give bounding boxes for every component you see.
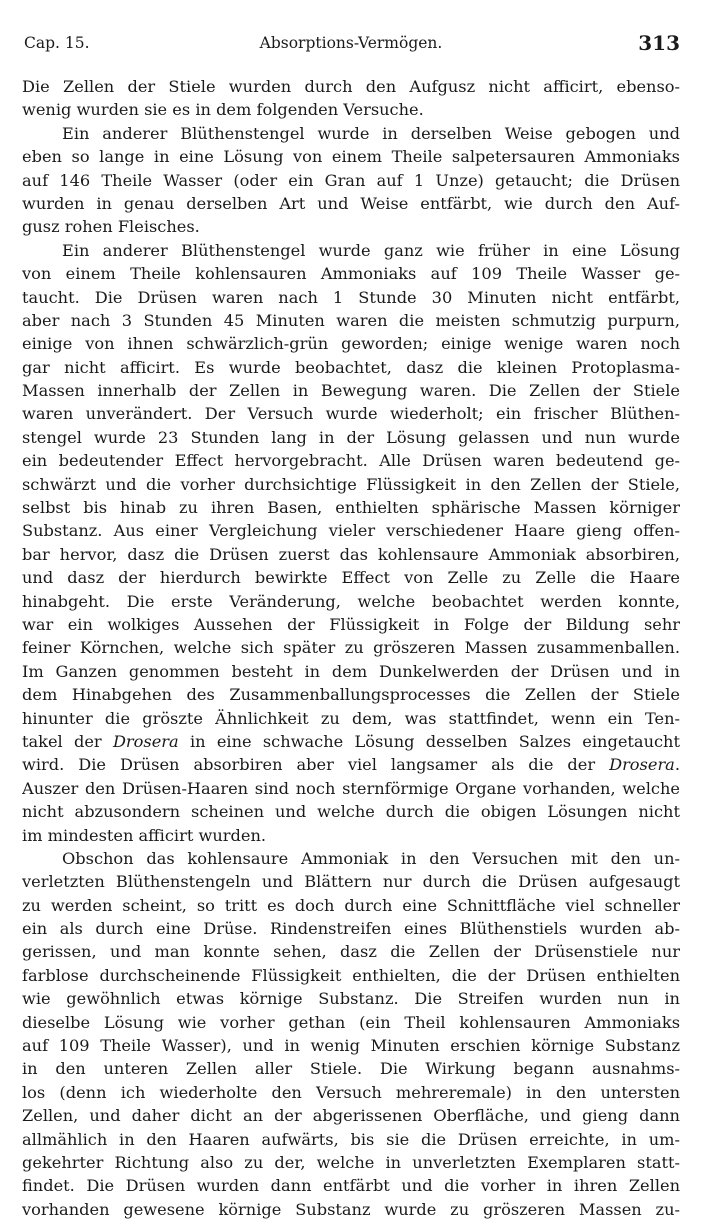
text-line: aber nach 3 Stunden 45 Minuten waren die meisten schmutzig purpurn, bbox=[22, 310, 680, 330]
text-line: war ein wolkiges Aussehen der Flüssigkeit in Folge der Bildung sehr bbox=[22, 614, 680, 634]
text-line: eben so lange in eine Lösung von einem Theile salpetersauren Ammoniaks bbox=[22, 147, 680, 167]
text-line: feiner Körnchen, welche sich später zu gröszeren Massen zusammenballen. bbox=[22, 638, 680, 658]
running-head bbox=[22, 31, 680, 58]
text-line: auf 109 Theile Wasser), und in wenig Minuten erschien körnige Substanz bbox=[22, 1036, 680, 1056]
text-line: Ein anderer Blüthenstengel wurde in derselben Weise gebogen und bbox=[62, 123, 680, 143]
text-line: wie gewöhnlich etwas körnige Substanz. Die Streifen wurden nun in bbox=[22, 989, 680, 1009]
body-text bbox=[22, 75, 680, 1221]
text-line: los (denn ich wiederholte den Versuch mehreremale) in den untersten bbox=[22, 1082, 680, 1102]
chapter-label: Cap. 15. bbox=[24, 34, 90, 52]
text-line: Ein anderer Blüthenstengel wurde ganz wie früher in eine Lösung bbox=[62, 240, 680, 260]
genus-name: Drosera bbox=[112, 731, 179, 751]
text-line: gar nicht afficirt. Es wurde beobachtet, dasz die kleinen Protoplasma- bbox=[22, 357, 680, 377]
text-line: Im Ganzen genommen besteht in dem Dunkelwerden der Drüsen und in bbox=[22, 661, 680, 681]
text-line: einige von ihnen schwärzlich-grün geworden; einige wenige waren noch bbox=[22, 334, 680, 354]
text-line: stengel wurde 23 Stunden lang in der Lösung gelassen und nun wurde bbox=[22, 427, 680, 447]
text-line: zu werden scheint, so tritt es doch durch eine Schnittfläche viel schneller bbox=[22, 895, 680, 915]
text-line: farblose durchscheinende Flüssigkeit enthielten, die der Drüsen enthielten bbox=[22, 965, 680, 985]
text-line: waren unverändert. Der Versuch wurde wiederholt; ein frischer Blüthen- bbox=[22, 404, 680, 424]
text-line: bar hervor, dasz die Drüsen zuerst das kohlensaure Ammoniak absorbiren, bbox=[22, 544, 680, 564]
page-number: 313 bbox=[638, 31, 680, 55]
text-line: verletzten Blüthenstengeln und Blättern nur durch die Drüsen aufgesaugt bbox=[22, 872, 680, 892]
text-line: vorhanden gewesene körnige Substanz wurde zu gröszeren Massen zu- bbox=[22, 1199, 680, 1219]
text-line: taucht. Die Drüsen waren nach 1 Stunde 30 Minuten nicht entfärbt, bbox=[22, 287, 680, 307]
text-line: Auszer den Drüsen-Haaren sind noch sternförmige Organe vorhanden, welche bbox=[22, 778, 680, 798]
text-line: gusz rohen Fleisches. bbox=[22, 217, 200, 237]
text-line: wurden in genau derselben Art und Weise entfärbt, wie durch den Auf- bbox=[22, 193, 680, 213]
text-line: von einem Theile kohlensauren Ammoniaks auf 109 Theile Wasser ge- bbox=[22, 264, 680, 284]
genus-name: Drosera bbox=[609, 755, 675, 775]
text-line: Massen innerhalb der Zellen in Bewegung waren. Die Zellen der Stiele bbox=[22, 381, 680, 401]
running-title: Absorptions-Vermögen. bbox=[259, 34, 443, 52]
text-line: schwärzt und die vorher durchsichtige Flüssigkeit in den Zellen der Stiele, bbox=[22, 474, 680, 494]
text-line: wenig wurden sie es in dem folgenden Versuche. bbox=[22, 100, 424, 120]
text-line: gerissen, und man konnte sehen, dasz die Zellen der Drüsenstiele nur bbox=[22, 942, 680, 962]
text-line: Zellen, und daher dicht an der abgerissenen Oberfläche, und gieng dann bbox=[22, 1106, 680, 1126]
text-line: dieselbe Lösung wie vorher gethan (ein Theil kohlensauren Ammoniaks bbox=[22, 1012, 680, 1032]
text-line: selbst bis hinab zu ihren Basen, enthielten sphärische Massen körniger bbox=[22, 498, 680, 518]
text-line: ein als durch eine Drüse. Rindenstreifen eines Blüthenstiels wurden ab- bbox=[22, 919, 680, 939]
text-line: nicht abzusondern scheinen und welche durch die obigen Lösungen nicht bbox=[22, 802, 680, 822]
text-line: dem Hinabgehen des Zusammenballungsprocesses die Zellen der Stiele bbox=[22, 685, 680, 705]
text-line: ein bedeutender Effect hervorgebracht. Alle Drüsen waren bedeutend ge- bbox=[22, 451, 680, 471]
text-line: hinunter die gröszte Ähnlichkeit zu dem, was stattfindet, wenn ein Ten- bbox=[22, 708, 680, 728]
text-line: hinabgeht. Die erste Veränderung, welche beobachtet werden konnte, bbox=[22, 591, 680, 611]
text-line: im mindesten afficirt wurden. bbox=[22, 825, 267, 845]
text-line: allmählich in den Haaren aufwärts, bis sie die Drüsen erreichte, in um- bbox=[22, 1129, 680, 1149]
text-line: Die Zellen der Stiele wurden durch den Aufgusz nicht afficirt, ebenso- bbox=[22, 77, 680, 96]
book-page bbox=[22, 0, 680, 1219]
text-line: in den unteren Zellen aller Stiele. Die Wirkung begann ausnahms- bbox=[22, 1059, 680, 1079]
text-line: findet. Die Drüsen wurden dann entfärbt und die vorher in ihren Zellen bbox=[22, 1176, 680, 1196]
text-line: wird. Die Drüsen absorbiren aber viel langsamer als die der Drosera. bbox=[22, 755, 680, 775]
text-line: Substanz. Aus einer Vergleichung vieler verschiedener Haare gieng offen- bbox=[22, 521, 680, 541]
text-line: takel der Drosera in eine schwache Lösung desselben Salzes eingetaucht bbox=[22, 731, 680, 751]
text-line: Obschon das kohlensaure Ammoniak in den Versuchen mit den un- bbox=[62, 848, 680, 868]
text-line: und dasz der hierdurch bewirkte Effect von Zelle zu Zelle die Haare bbox=[22, 568, 680, 588]
text-line: auf 146 Theile Wasser (oder ein Gran auf 1 Unze) getaucht; die Drüsen bbox=[22, 170, 680, 190]
text-line: gekehrter Richtung also zu der, welche in unverletzten Exemplaren statt- bbox=[22, 1152, 680, 1172]
